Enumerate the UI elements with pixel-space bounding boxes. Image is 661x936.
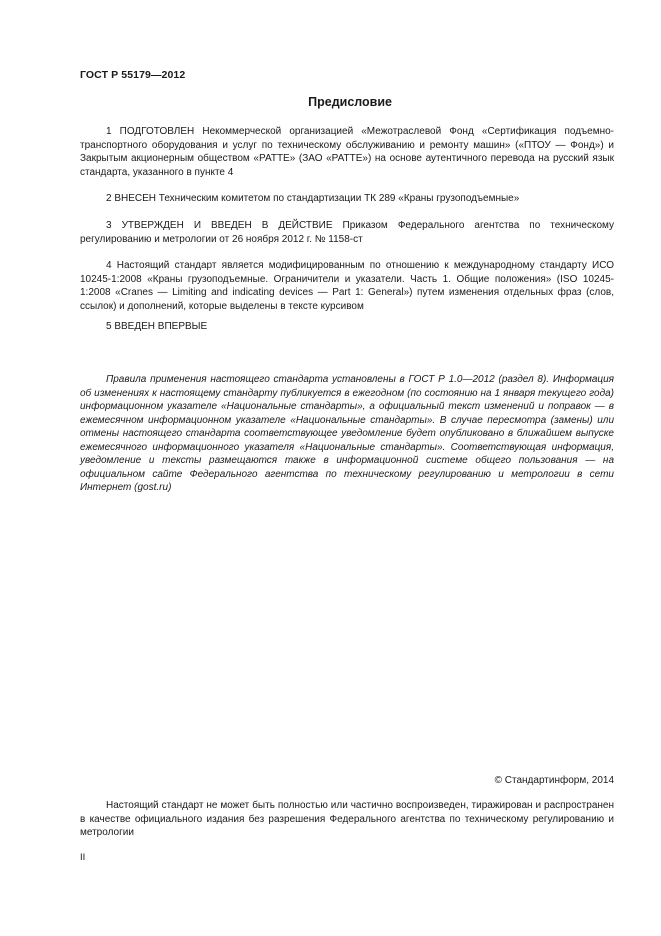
paragraph-prepared: 1 ПОДГОТОВЛЕН Некоммерческой организацией «Межотраслевой Фонд «Сертификация подъемно-транспортного оборудования и услуг по техническому обслуживанию и ремонту машин» («ПТОУ — Фонд») и Закрытым акционерным обществом «РАТТЕ» (ЗАО «РАТТЕ») на основе аутентичного перевода на русский язык стандарта, указанного в пункте 4 xyxy=(80,126,614,178)
paragraph-introduced: 5 ВВЕДЕН ВПЕРВЫЕ xyxy=(106,321,208,332)
page-title-text: Предисловие xyxy=(308,95,392,109)
page-title xyxy=(80,95,614,109)
reproduction-notice: Настоящий стандарт не может быть полностью или частично воспроизведен, тиражирован и распространен в качестве официального издания без разрешения Федерального агентства по техническому регулированию и метрологии xyxy=(80,800,614,838)
paragraph-modified: 4 Настоящий стандарт является модифицированным по отношению к международному стандарту ИСО 10245-1:2008 «Краны грузоподъемные. Ограничители и указатели. Часть 1. Общие положения» (ISO 10245-1:2008 «Cranes — Limiting and indicating devices — Part 1: General») путем изменения отдельных фраз (слов, ссылок) и дополнений, которые выделены в тексте курсивом xyxy=(80,260,614,312)
paragraph-approved: 3 УТВЕРЖДЕН И ВВЕДЕН В ДЕЙСТВИЕ Приказом Федерального агентства по техническому регулированию и метрологии от 26 ноября 2012 г. № 1158-ст xyxy=(80,220,614,245)
standard-code: ГОСТ Р 55179—2012 xyxy=(80,69,186,81)
paragraph-submitted: 2 ВНЕСЕН Техническим комитетом по стандартизации ТК 289 «Краны грузоподъемные» xyxy=(106,193,520,204)
page-number: II xyxy=(80,852,86,863)
copyright: © Стандартинформ, 2014 xyxy=(494,775,614,786)
application-notice: Правила применения настоящего стандарта установлены в ГОСТ Р 1.0—2012 (раздел 8). Информация об изменениях к настоящему стандарту публикуется в ежегодном (по состоянию на 1 января текущего года) информационном указателе «Национальные стандарты», а официальный текст изменений и поправок — в ежемесячном информационном указателе «Национальные стандарты». В случае пересмотра (замены) или отмены настоящего стандарта соответствующее уведомление будет опубликовано в ближайшем выпуске ежемесячного информационного указателя «Национальные стандарты». Соответствующая информация, уведомление и тексты размещаются также в информационной системе общего пользования — на официальном сайте Федерального агентства по техническому регулированию и метрологии в сети Интернет (gost.ru) xyxy=(80,374,614,493)
